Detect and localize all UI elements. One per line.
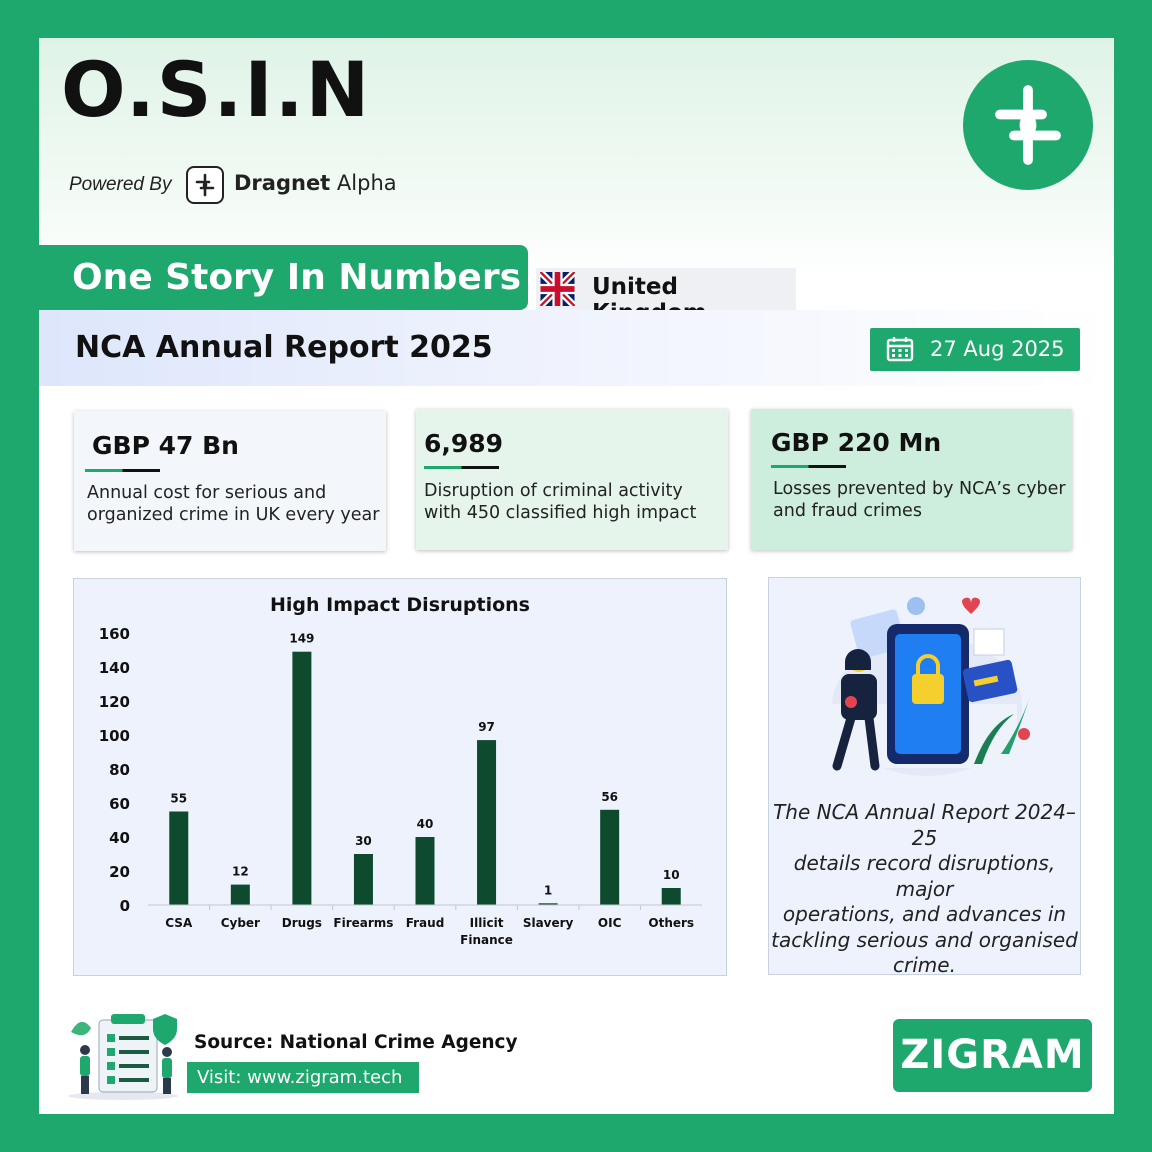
zigram-logo: ZIGRAM [893,1019,1092,1092]
report-date: 27 Aug 2025 [930,337,1065,361]
stat-description [424,480,696,524]
y-tick-label: 60 [109,795,130,813]
checklist-illustration [63,1008,185,1100]
tagline-banner: One Story In Numbers [39,245,528,310]
bar [169,812,188,906]
stat-underline [85,469,160,472]
stat-underline [424,466,499,469]
website-link[interactable]: Visit: www.zigram.tech [187,1062,419,1093]
brand-title: O.S.I.N [61,45,372,134]
bar [231,885,250,905]
x-axis [165,905,694,947]
stat-underline [771,465,846,468]
cyber-fraud-illustration [769,594,1080,794]
x-tick-label: Firearms [333,916,394,930]
stat-value: GBP 220 Mn [771,428,942,457]
stat-card-disruptions [416,409,728,550]
bar-value-label: 55 [170,791,188,806]
partner-name-bold: Dragnet [234,171,331,195]
stat-description-line: Losses prevented by NCA’s cyber [773,479,1066,499]
country-badge [536,268,796,312]
x-tick-label: Illicit [469,916,504,930]
bar [477,740,496,905]
y-tick-label: 0 [119,897,130,915]
stat-description-line: organized crime in UK every year [87,505,380,525]
y-tick-label: 80 [109,761,130,779]
stat-description [87,482,379,526]
stat-description-line: and fraud crimes [773,501,922,521]
x-tick-label: Slavery [522,916,574,930]
info-description [769,800,1080,979]
date-badge [870,328,1080,371]
info-panel [768,577,1081,975]
x-tick-label: Fraud [405,916,445,930]
x-tick-label: Drugs [281,916,322,930]
bar [662,888,681,905]
stat-description [773,478,1066,522]
info-line: details record disruptions, major [793,851,1056,901]
dragnet-logo-icon [186,166,224,204]
y-tick-label: 160 [98,625,130,643]
bar [292,652,311,905]
bar-value-label: 97 [478,720,495,735]
calendar-icon [886,336,914,362]
bar [600,810,619,905]
y-tick-label: 140 [98,659,130,677]
bar-value-label: 1 [543,883,553,898]
stat-description-line: Annual cost for serious and [87,483,327,503]
bar-value-label: 149 [289,631,315,646]
x-tick-label: CSA [165,916,193,930]
y-tick-label: 100 [98,727,130,745]
y-tick-label: 20 [109,863,130,881]
powered-by-label: Powered By [69,174,172,195]
source-label: Source: National Crime Agency [194,1032,518,1053]
uk-flag-icon [540,272,575,306]
chart-title: High Impact Disruptions [270,594,530,616]
bar [416,837,435,905]
y-tick-label: 120 [98,693,130,711]
stat-description-line: with 450 classified high impact [424,503,697,523]
info-line: crime. [893,953,956,977]
stat-value: 6,989 [424,429,504,458]
bars [169,632,680,905]
bar-chart [74,579,726,975]
stat-description-line: Disruption of criminal activity [424,481,683,501]
info-line: tackling serious and organised [771,927,1078,952]
dragnet-emblem-icon [963,60,1093,190]
infographic-frame [39,38,1114,1114]
y-axis [99,625,130,915]
country-name: United [592,274,678,300]
chart-panel [73,578,727,976]
bar-value-label: 30 [355,834,372,848]
stat-card-annual-cost [74,411,386,551]
partner-name [234,171,397,195]
x-tick-label: Finance [460,933,513,947]
report-title: NCA Annual Report 2025 [75,330,493,365]
x-tick-label: Cyber [220,916,260,930]
x-tick-label: Others [648,916,695,930]
bar-value-label: 56 [601,789,619,804]
partner-name-light: Alpha [336,171,397,195]
bar-value-label: 12 [231,864,249,879]
x-tick-label: OIC [597,916,622,930]
stat-value: GBP 47 Bn [92,431,239,460]
bar-value-label: 10 [662,868,680,882]
y-tick-label: 40 [109,829,130,847]
info-line: operations, and advances in [782,902,1067,926]
bar [354,854,373,905]
info-line: The NCA Annual Report 2024–25 [773,800,1076,850]
bar-value-label: 40 [416,817,434,831]
stat-card-losses-prevented [751,409,1072,550]
